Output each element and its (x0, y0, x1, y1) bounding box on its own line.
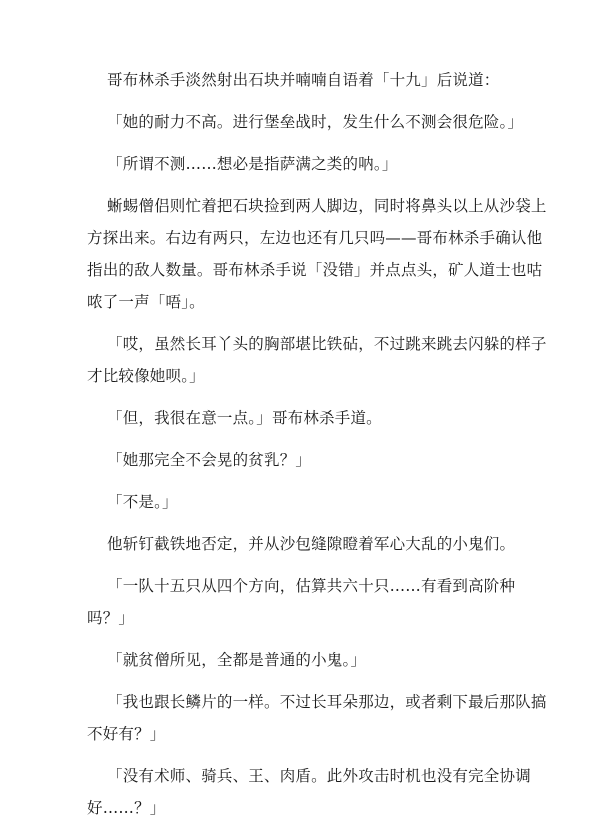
paragraph: 蜥蜴僧侣则忙着把石块捡到两人脚边，同时将鼻头以上从沙袋上方探出来。右边有两只，左边也还有几只吗——哥布林杀手确认他指出的敌人数量。哥布林杀手说「没错」并点点头，矿人道士也咕哝了一声「唔」。 (87, 197, 547, 311)
paragraph: 「哎，虽然长耳丫头的胸部堪比铁砧，不过跳来跳去闪躲的样子才比较像她呗。」 (87, 335, 547, 385)
paragraph: 「就贫僧所见，全都是普通的小鬼。」 (107, 651, 367, 669)
paragraph: 「我也跟长鳞片的一样。不过长耳朵那边，或者剩下最后那队搞不好有？」 (87, 693, 547, 743)
paragraph: 「但，我很在意一点。」哥布林杀手道。 (107, 409, 382, 427)
paragraph: 「她那完全不会晃的贫乳？」 (107, 451, 312, 469)
paragraph: 「一队十五只从四个方向，估算共六十只……有看到高阶种吗？」 (87, 577, 516, 627)
paragraph: 「不是。」 (107, 493, 178, 511)
paragraph: 哥布林杀手淡然射出石块并喃喃自语着「十九」后说道： (107, 71, 500, 89)
paragraph: 他斩钉截铁地否定，并从沙包缝隙瞪着军心大乱的小鬼们。 (107, 535, 516, 553)
paragraph: 「所谓不测……想必是指萨满之类的呐。」 (107, 155, 398, 173)
paragraph: 「没有术师、骑兵、王、肉盾。此外攻击时机也没有完全协调好……？」 (87, 767, 531, 817)
paragraph: 「她的耐力不高。进行堡垒战时，发生什么不测会很危险。」 (107, 113, 524, 131)
